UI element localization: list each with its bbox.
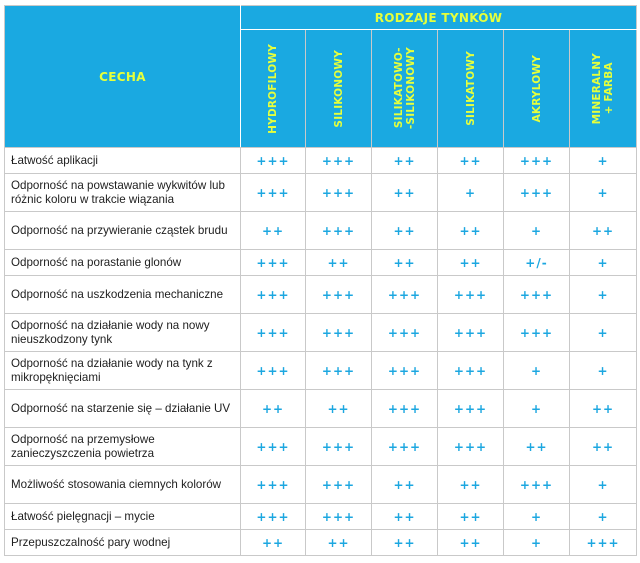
table-row (5, 148, 637, 174)
rating-cell: ++ (570, 390, 637, 428)
table-row (5, 390, 637, 428)
plaster-type-label: SILIKATOWO- -SILIKONOWY (392, 47, 417, 130)
rating-cell: + (570, 314, 637, 352)
rating-cell: +++ (241, 428, 306, 466)
feature-cell: Odporność na porastanie glonów (5, 250, 241, 276)
rating-cell: ++ (438, 530, 504, 556)
rating-cell: ++ (372, 174, 438, 212)
table-row (5, 174, 637, 212)
rating-cell: +++ (241, 148, 306, 174)
rating-cell: + (570, 174, 637, 212)
rating-cell: +++ (241, 314, 306, 352)
rating-cell: ++ (570, 428, 637, 466)
rating-cell: +++ (306, 428, 372, 466)
rating-cell: +/- (504, 250, 570, 276)
rating-cell: ++ (241, 390, 306, 428)
rating-cell: +++ (372, 276, 438, 314)
rating-cell: + (504, 504, 570, 530)
rating-cell: ++ (438, 250, 504, 276)
feature-cell: Odporność na przywieranie cząstek brudu (5, 212, 241, 250)
rating-cell: +++ (241, 174, 306, 212)
rating-cell: +++ (438, 314, 504, 352)
rating-cell: ++ (241, 212, 306, 250)
table-row (5, 250, 637, 276)
rating-cell: + (570, 148, 637, 174)
rating-cell: +++ (241, 276, 306, 314)
rating-cell: +++ (306, 314, 372, 352)
feature-cell: Odporność na działanie wody na tynk z mikropęknięciami (5, 352, 241, 390)
feature-cell: Odporność na działanie wody na nowy nieuszkodzony tynk (5, 314, 241, 352)
table-row (5, 428, 637, 466)
rating-cell: +++ (438, 390, 504, 428)
table-row (5, 212, 637, 250)
plaster-type-label: AKRYLOWY (530, 54, 543, 123)
rating-cell: +++ (306, 466, 372, 504)
feature-cell: Odporność na przemysłowe zanieczyszczenia powietrza (5, 428, 241, 466)
table-body (5, 148, 637, 556)
rating-cell: +++ (306, 174, 372, 212)
rating-cell: ++ (438, 504, 504, 530)
rating-cell: + (438, 174, 504, 212)
rating-cell: ++ (306, 390, 372, 428)
table-row (5, 352, 637, 390)
plaster-type-label: HYDROFILOWY (267, 43, 279, 134)
feature-column-header: CECHA (5, 6, 241, 148)
rating-cell: +++ (372, 428, 438, 466)
feature-cell: Przepuszczalność pary wodnej (5, 530, 241, 556)
table-row (5, 314, 637, 352)
rating-cell: + (504, 352, 570, 390)
rating-cell: +++ (306, 148, 372, 174)
rating-cell: +++ (372, 314, 438, 352)
rating-cell: ++ (438, 148, 504, 174)
rating-cell: +++ (504, 174, 570, 212)
rating-cell: ++ (372, 504, 438, 530)
feature-cell: Łatwość aplikacji (5, 148, 241, 174)
plaster-type-header (306, 30, 372, 148)
plaster-comparison-table (4, 5, 637, 556)
rating-cell: ++ (241, 530, 306, 556)
rating-cell: +++ (241, 250, 306, 276)
feature-cell: Łatwość pielęgnacji – mycie (5, 504, 241, 530)
rating-cell: ++ (504, 428, 570, 466)
rating-cell: + (570, 276, 637, 314)
table-row (5, 466, 637, 504)
rating-cell: +++ (570, 530, 637, 556)
rating-cell: +++ (306, 276, 372, 314)
rating-cell: ++ (438, 212, 504, 250)
rating-cell: ++ (372, 466, 438, 504)
rating-cell: + (504, 212, 570, 250)
rating-cell: +++ (372, 352, 438, 390)
rating-cell: ++ (372, 212, 438, 250)
table-row (5, 276, 637, 314)
rating-cell: +++ (438, 352, 504, 390)
rating-cell: ++ (372, 148, 438, 174)
rating-cell: ++ (372, 530, 438, 556)
feature-cell: Odporność na starzenie się – działanie UV (5, 390, 241, 428)
plaster-type-header (570, 30, 637, 148)
rating-cell: + (570, 352, 637, 390)
table-row (5, 530, 637, 556)
plaster-type-label: SILIKONOWY (332, 49, 345, 128)
plaster-type-label: SILIKATOWY (464, 51, 477, 126)
rating-cell: +++ (306, 352, 372, 390)
plaster-type-header (372, 30, 438, 148)
rating-cell: +++ (504, 276, 570, 314)
plaster-type-header (438, 30, 504, 148)
feature-cell: Możliwość stosowania ciemnych kolorów (5, 466, 241, 504)
rating-cell: ++ (570, 212, 637, 250)
feature-cell: Odporność na uszkodzenia mechaniczne (5, 276, 241, 314)
rating-cell: ++ (438, 466, 504, 504)
rating-cell: +++ (241, 466, 306, 504)
rating-cell: +++ (438, 428, 504, 466)
plaster-types-group-header: RODZAJE TYNKÓW (241, 6, 637, 30)
rating-cell: +++ (504, 466, 570, 504)
feature-cell: Odporność na powstawanie wykwitów lub różnic koloru w trakcie wiązania (5, 174, 241, 212)
rating-cell: +++ (504, 148, 570, 174)
rating-cell: + (504, 530, 570, 556)
rating-cell: +++ (241, 352, 306, 390)
rating-cell: +++ (306, 504, 372, 530)
rating-cell: +++ (241, 504, 306, 530)
plaster-type-label: MINERALNY + FARBA (591, 52, 616, 125)
rating-cell: +++ (504, 314, 570, 352)
rating-cell: + (570, 504, 637, 530)
rating-cell: + (570, 466, 637, 504)
table-row (5, 504, 637, 530)
rating-cell: + (570, 250, 637, 276)
rating-cell: ++ (306, 250, 372, 276)
rating-cell: +++ (372, 390, 438, 428)
plaster-type-header (504, 30, 570, 148)
rating-cell: +++ (306, 212, 372, 250)
rating-cell: ++ (306, 530, 372, 556)
rating-cell: + (504, 390, 570, 428)
rating-cell: +++ (438, 276, 504, 314)
rating-cell: ++ (372, 250, 438, 276)
plaster-type-header (241, 30, 306, 148)
